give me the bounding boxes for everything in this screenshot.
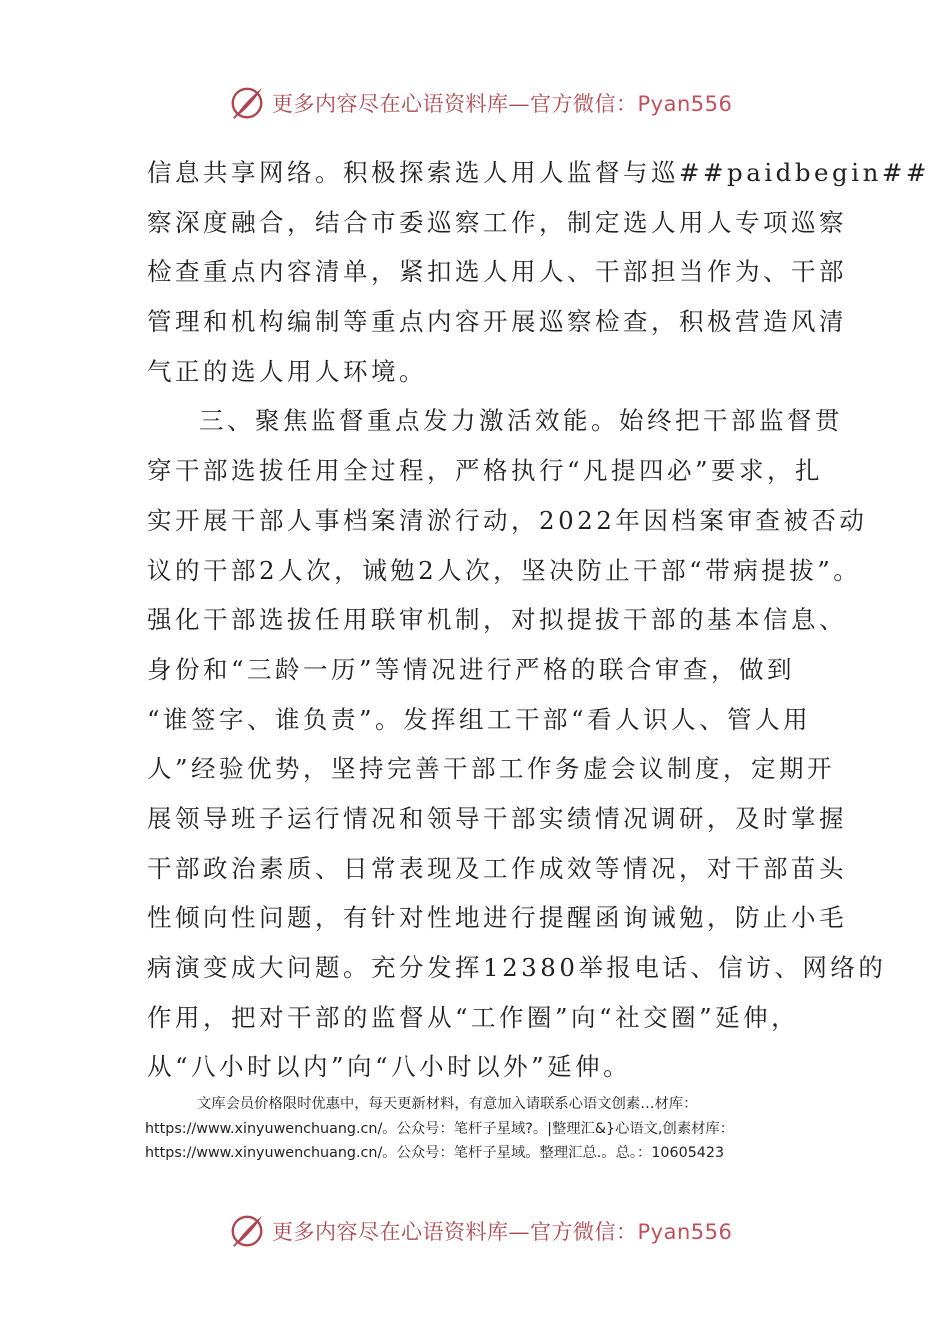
body-line: 从“八小时以内”向“八小时以外”延伸。 (147, 1052, 632, 1082)
body-line: 议的干部2人次，诫勉2人次，坚决防止干部“带病提拔”。 (147, 555, 862, 585)
body-line: 强化干部选拔任用联审机制，对拟提拔干部的基本信息、 (147, 605, 847, 635)
banner-text: 更多内容尽在心语资料库—官方微信：Pyan556 (272, 1220, 733, 1244)
body-line: 三、聚焦监督重点发力激活效能。始终把干部监督贯 (199, 406, 843, 436)
footer-line: https://www.xinyuwenchuang.cn/。公众号：笔杆子星域?。|整理汇&}心语文,创素材库： (145, 1120, 735, 1137)
header-banner (228, 83, 732, 123)
body-line: 穿干部选拔任用全过程，严格执行“凡提四必”要求，扎 (147, 456, 824, 486)
body-line: 身份和“三龄一历”等情况进行严格的联合审查，做到 (147, 654, 796, 684)
banner-text: 更多内容尽在心语资料库—官方微信：Pyan556 (272, 92, 733, 116)
body-line: “谁签字、谁负责”。发挥组工干部“看人识人、管人用 (147, 704, 812, 734)
quill-logo-icon (228, 1212, 266, 1250)
quill-logo-icon (228, 84, 266, 122)
body-line: 干部政治素质、日常表现及工作成效等情况，对干部苗头 (147, 853, 847, 883)
footer-line: https://www.xinyuwenchuang.cn/。公众号：笔杆子星域。整理汇总.。总。：10605423 (145, 1145, 725, 1161)
body-line: 展领导班子运行情况和领导干部实绩情况调研，及时掌握 (147, 803, 847, 833)
body-line: 察深度融合，结合市委巡察工作，制定选人用人专项巡察 (147, 207, 847, 237)
document-body (147, 148, 930, 1092)
footer-notice (145, 1092, 835, 1166)
footer-banner (228, 1211, 732, 1251)
body-line: 人”经验优势，坚持完善干部工作务虚会议制度，定期开 (147, 754, 836, 784)
banner-brand: Pyan556 (637, 1220, 733, 1244)
body-line: 病演变成大问题。充分发挥12380举报电话、信访、网络的 (147, 953, 887, 982)
body-line: 检查重点内容清单，紧扣选人用人、干部担当作为、干部 (147, 257, 847, 287)
footer-line: 文库会员价格限时优惠中，每天更新材料，有意加入请联系心语文创素…材库： (197, 1096, 698, 1112)
body-line: 作用，把对干部的监督从“工作圈”向“社交圈”延伸， (147, 1002, 800, 1032)
body-line: 气正的选人用人环境。 (147, 356, 427, 386)
banner-brand: Pyan556 (637, 92, 733, 116)
body-line: 管理和机构编制等重点内容开展巡察检查，积极营造风清 (147, 307, 847, 337)
body-line: 性倾向性问题，有针对性地进行提醒函询诫勉，防止小毛 (147, 903, 847, 933)
body-line: 信息共享网络。积极探索选人用人监督与巡##paidbegin## (147, 158, 930, 187)
body-line: 实开展干部人事档案清淤行动，2022年因档案审查被否动 (147, 505, 868, 535)
